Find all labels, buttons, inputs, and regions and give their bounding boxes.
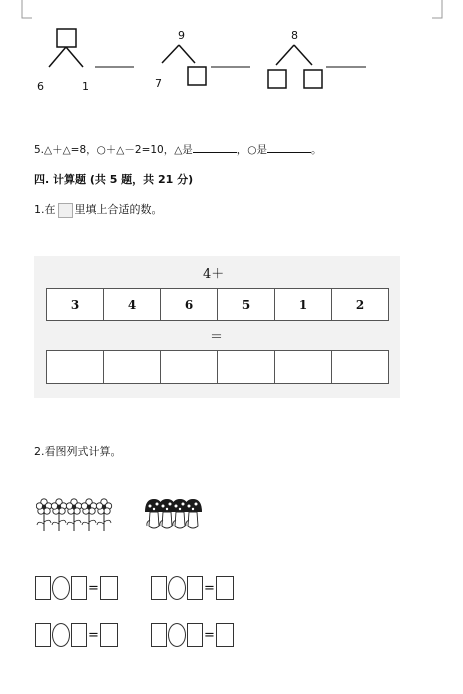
question-5: [34, 142, 321, 157]
q1-answer-cell[interactable]: [217, 350, 275, 384]
eq-box[interactable]: [71, 576, 87, 600]
mushrooms-picture: [144, 498, 224, 532]
tree2-top-number: 9: [178, 29, 185, 42]
eq-box[interactable]: [151, 576, 167, 600]
eq-sign: =: [204, 580, 215, 596]
eq-sign: =: [88, 627, 99, 643]
q1-suffix: 里填上合适的数。: [74, 203, 163, 216]
eq-box[interactable]: [187, 623, 203, 647]
equation-row-1-left: [35, 576, 118, 600]
eq-operator-oval[interactable]: [52, 623, 70, 647]
flower-icon: [36, 499, 51, 531]
q1-number-cell: 6: [160, 288, 218, 321]
q1-number-row: [46, 288, 389, 321]
question-1: [34, 201, 163, 218]
equation-row-1-right: [151, 576, 234, 600]
q1-number-cell: 5: [217, 288, 275, 321]
eq-box[interactable]: [71, 623, 87, 647]
tree3-left-box: [268, 70, 286, 88]
q1-number-cell: 4: [103, 288, 161, 321]
flowers-picture: [36, 498, 116, 532]
tree1-left-number: 6: [37, 80, 44, 93]
eq-answer-box[interactable]: [216, 576, 234, 600]
q1-prefix: 1.在: [34, 203, 56, 216]
q5-blank-1: [193, 142, 237, 153]
section-4-heading: 四. 计算题 (共 5 题，共 21 分): [34, 173, 194, 186]
eq-answer-box[interactable]: [100, 576, 118, 600]
q5-text: 5.△＋△=8，○＋△－2=10，△是: [34, 144, 193, 156]
eq-operator-oval[interactable]: [168, 576, 186, 600]
q5-mid: ，○是: [236, 144, 267, 156]
q1-answer-cell[interactable]: [331, 350, 389, 384]
q1-box-icon: [58, 203, 73, 218]
q1-answer-cell[interactable]: [160, 350, 218, 384]
tree2-right-box: [188, 67, 206, 85]
eq-box[interactable]: [151, 623, 167, 647]
q5-blank-2: [267, 142, 311, 153]
tree2-left-number: 7: [155, 77, 162, 90]
q1-number-cell: 2: [331, 288, 389, 321]
eq-sign: =: [204, 627, 215, 643]
tree1-right-number: 1: [82, 80, 89, 93]
question-2: 2.看图列式计算。: [34, 445, 122, 458]
eq-operator-oval[interactable]: [168, 623, 186, 647]
tree3-top-number: 8: [291, 29, 298, 42]
q1-equals: ＝: [210, 330, 224, 345]
q1-number-cell: 3: [46, 288, 104, 321]
eq-box[interactable]: [35, 576, 51, 600]
q1-answer-cell[interactable]: [274, 350, 332, 384]
eq-box[interactable]: [187, 576, 203, 600]
q1-answer-cell[interactable]: [103, 350, 161, 384]
q5-end: 。: [310, 144, 322, 156]
equation-row-2-right: [151, 623, 234, 647]
q1-answer-cell[interactable]: [46, 350, 104, 384]
number-trees: [0, 0, 463, 100]
tree3-right-box: [304, 70, 322, 88]
q1-number-cell: 1: [274, 288, 332, 321]
q1-answer-row: [46, 350, 389, 384]
eq-sign: =: [88, 580, 99, 596]
eq-answer-box[interactable]: [100, 623, 118, 647]
eq-answer-box[interactable]: [216, 623, 234, 647]
equation-row-2-left: [35, 623, 118, 647]
tree1-top-box: [57, 29, 76, 47]
eq-box[interactable]: [35, 623, 51, 647]
q1-table-head: 4＋: [203, 267, 225, 282]
eq-operator-oval[interactable]: [52, 576, 70, 600]
